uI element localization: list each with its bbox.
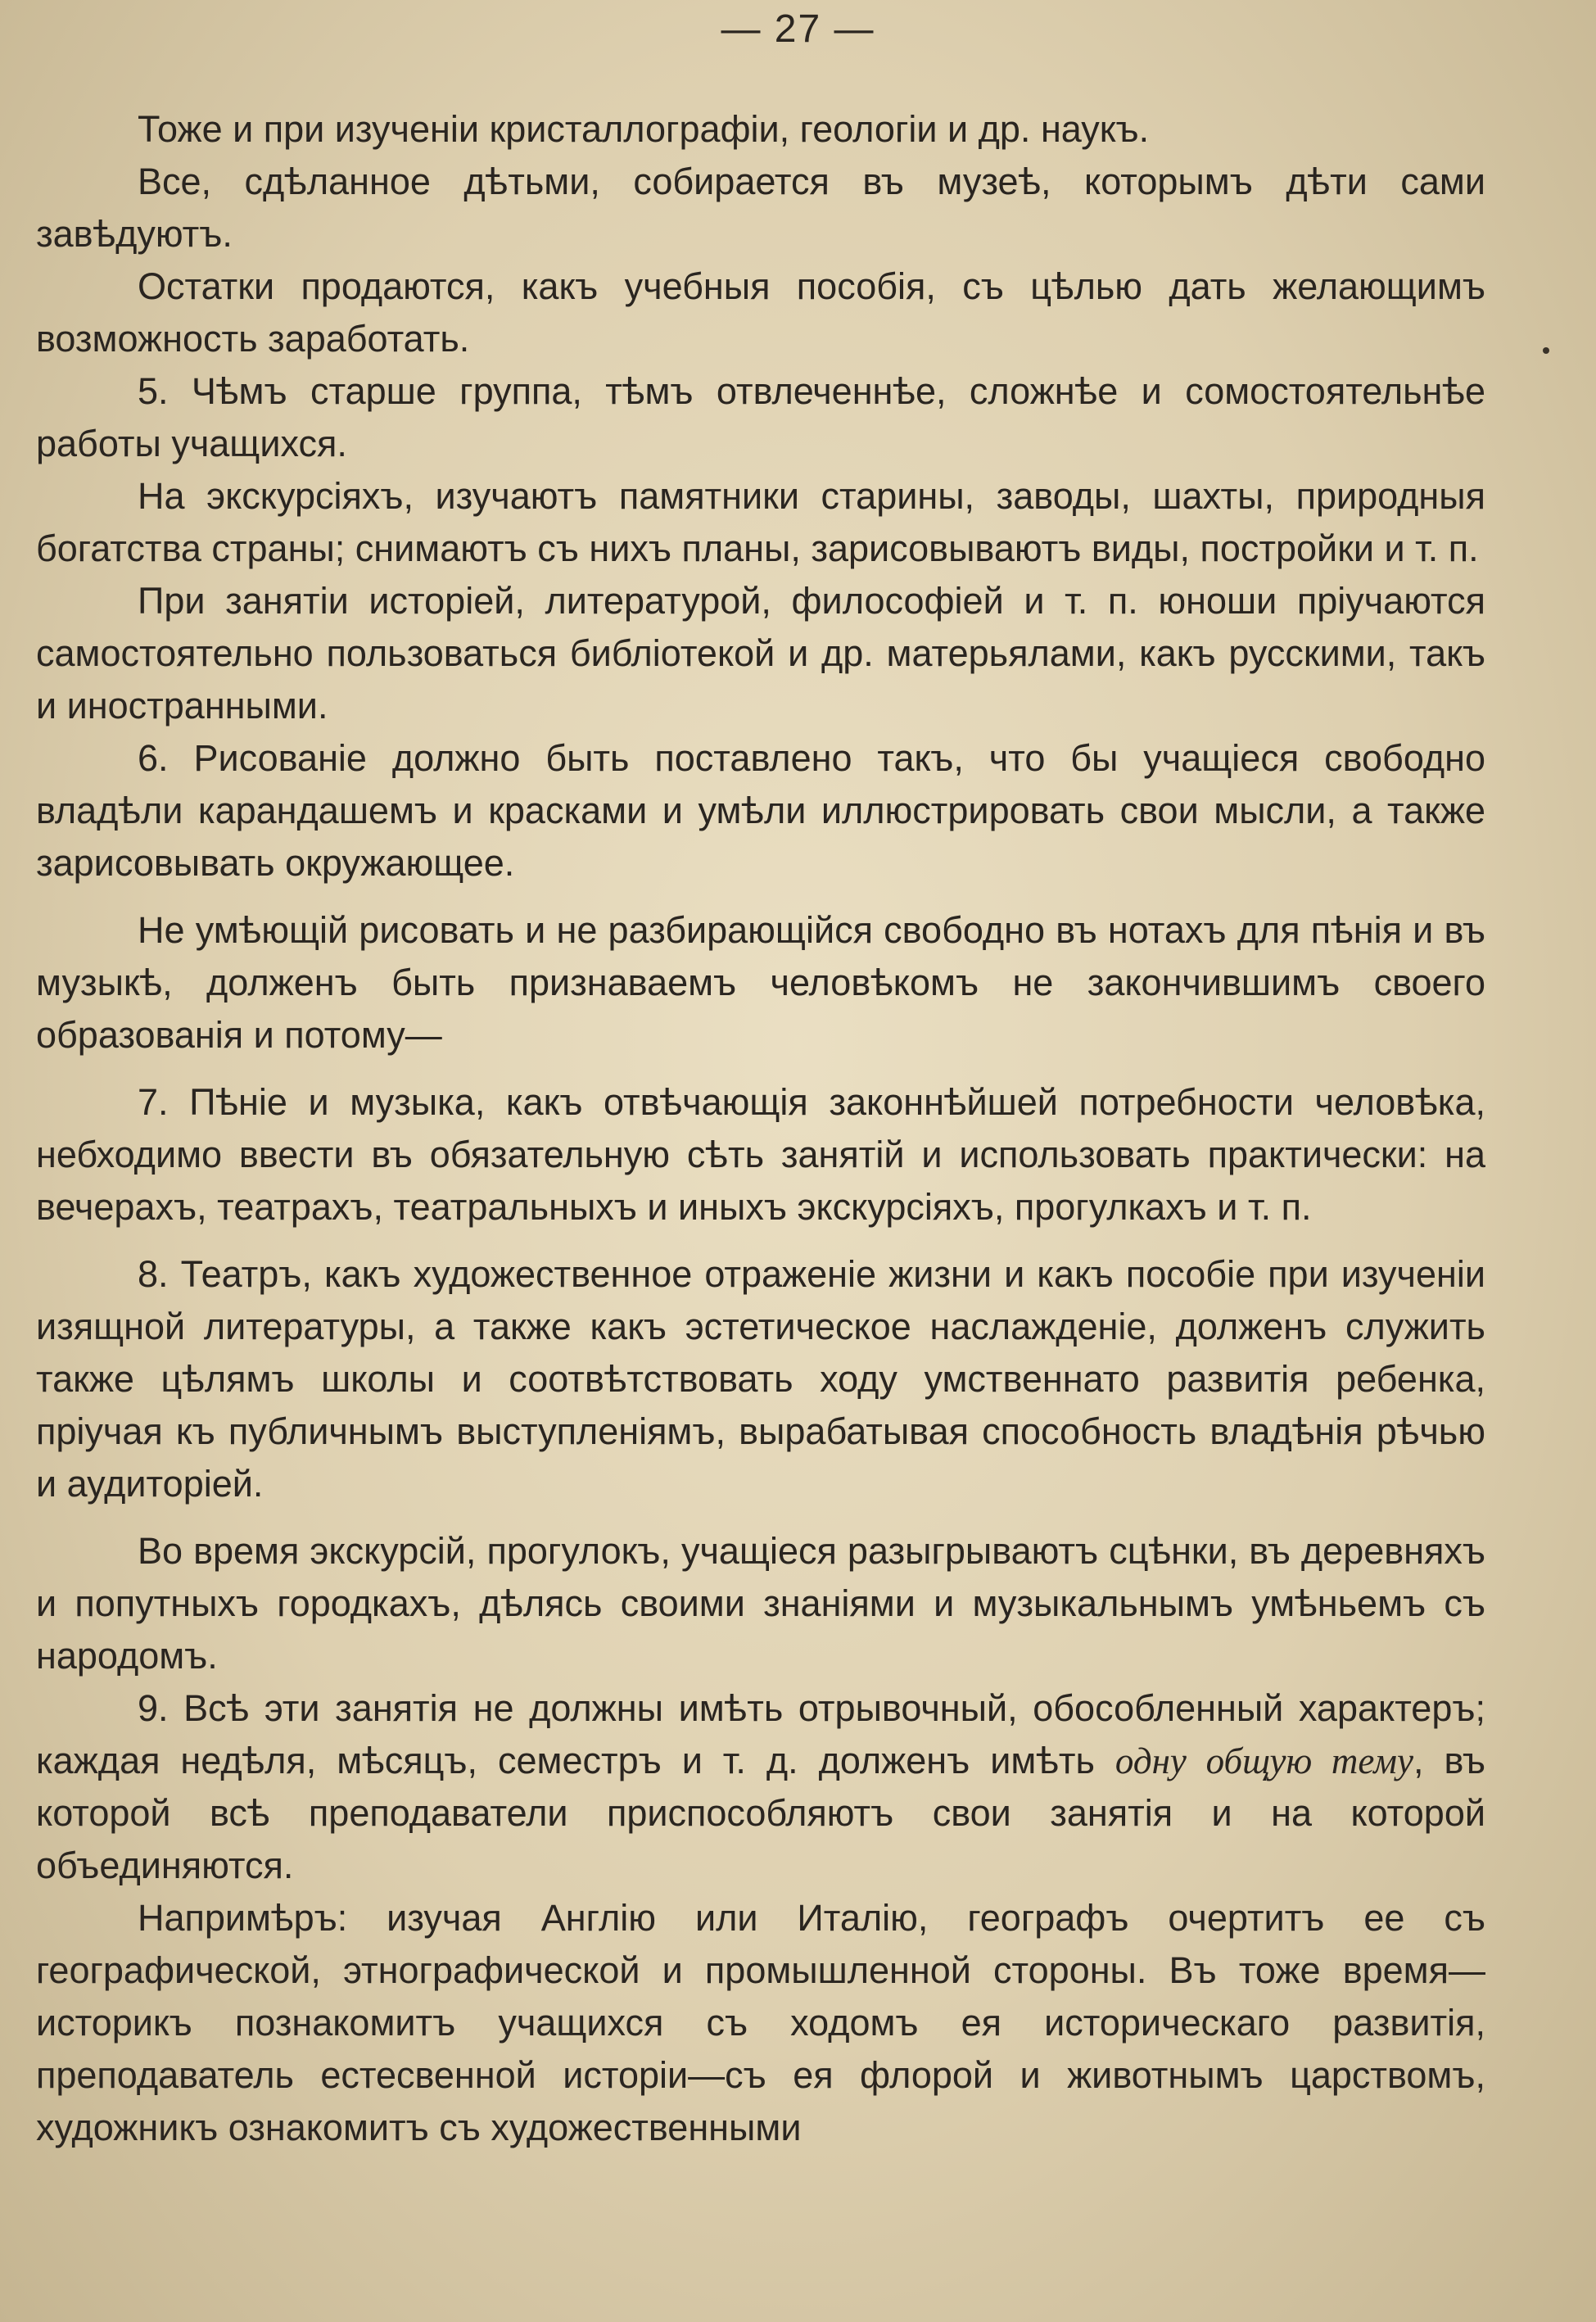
paragraph-museum: Все, сдѣланное дѣтьми, собирается въ музеѣ, которымъ дѣти сами завѣдуютъ.	[36, 161, 1485, 255]
page-number: — 27 —	[721, 7, 875, 51]
paragraph-example: Напримѣръ: изучая Англію или Италію, географъ очертитъ ее съ географической, этнографической и промышленной стороны. Въ тоже время—историкъ познакомитъ учащихся съ ходомъ ея историческаго развитія, преподаватель естесвенной исторіи—съ ея флорой и животнымъ царствомъ, художникъ ознакомитъ съ художественными	[36, 1897, 1485, 2148]
paragraph-history-study: При занятіи исторіей, литературой, философіей и т. п. юноши пріучаются самостоятельно пользоваться библіотекой и др. матерьялами, какъ русскими, такъ и иностранными.	[36, 580, 1485, 726]
paper-speck	[1543, 347, 1549, 354]
item-9-text-end: , въ которой всѣ преподаватели приспособляютъ свои занятія и на которой объединяются.	[36, 1740, 1485, 1886]
paragraph-leftovers: Остатки продаются, какъ учебныя пособія, съ цѣлью дать желающимъ возможность заработать.	[36, 265, 1485, 360]
paragraph-excursions: На экскурсіяхъ, изучаютъ памятники старины, заводы, шахты, природныя богатства страны; снимаютъ съ нихъ планы, зарисовываютъ виды, постройки и т. п.	[36, 475, 1485, 569]
paragraph-item-6: 6. Рисованіе должно быть поставлено такъ, что бы учащіеся свободно владѣли карандашемъ и красками и умѣли иллюстрировать свои мысли, а также зарисовывать окружающее.	[36, 737, 1485, 884]
item-9-emphasis: одну общую тему	[1114, 1740, 1413, 1781]
paragraph-item-8: 8. Театръ, какъ художественное отраженіе жизни и какъ пособіе при изученіи изящной литературы, а также какъ эстетическое наслажденіе, долженъ служить также цѣлямъ школы и соотвѣтствовать ходу умственнато развитія ребенка, пріучая къ публичнымъ выступленіямъ, вырабатывая способность владѣнія рѣчью и аудиторіей.	[36, 1253, 1485, 1505]
paragraph-excursion-scenes: Во время экскурсій, прогулокъ, учащіеся разыгрываютъ сцѣнки, въ деревняхъ и попутныхъ городкахъ, дѣлясь своими знаніями и музыкальнымъ умѣньемъ съ народомъ.	[36, 1530, 1485, 1677]
item-9-text-start: 9. Всѣ эти занятія не должны имѣть отрывочный, обособленный характеръ; каждая недѣля, мѣсяцъ, семестръ и т. д. долженъ имѣть	[36, 1687, 1485, 1781]
paragraph-crystallography: Тоже и при изученіи кристаллографіи, геологіи и др. наукъ.	[138, 108, 1150, 150]
paragraph-item-9	[36, 1682, 1485, 1892]
paragraph-item-7: 7. Пѣніе и музыка, какъ отвѣчающія законнѣйшей потребности человѣка, небходимо ввести въ обязательную сѣть занятій и использовать практически: на вечерахъ, театрахъ, театральныхъ и иныхъ экскурсіяхъ, прогулкахъ и т. п.	[36, 1081, 1485, 1228]
paragraph-drawing-music: Не умѣющій рисовать и не разбирающійся свободно въ нотахъ для пѣнія и въ музыкѣ, долженъ быть признаваемъ человѣкомъ не закончившимъ своего образованія и потому—	[36, 909, 1485, 1056]
paragraph-item-5: 5. Чѣмъ старше группа, тѣмъ отвлеченнѣе, сложнѣе и сомостоятельнѣе работы учащихся.	[36, 370, 1485, 464]
page-body	[36, 103, 1485, 2154]
